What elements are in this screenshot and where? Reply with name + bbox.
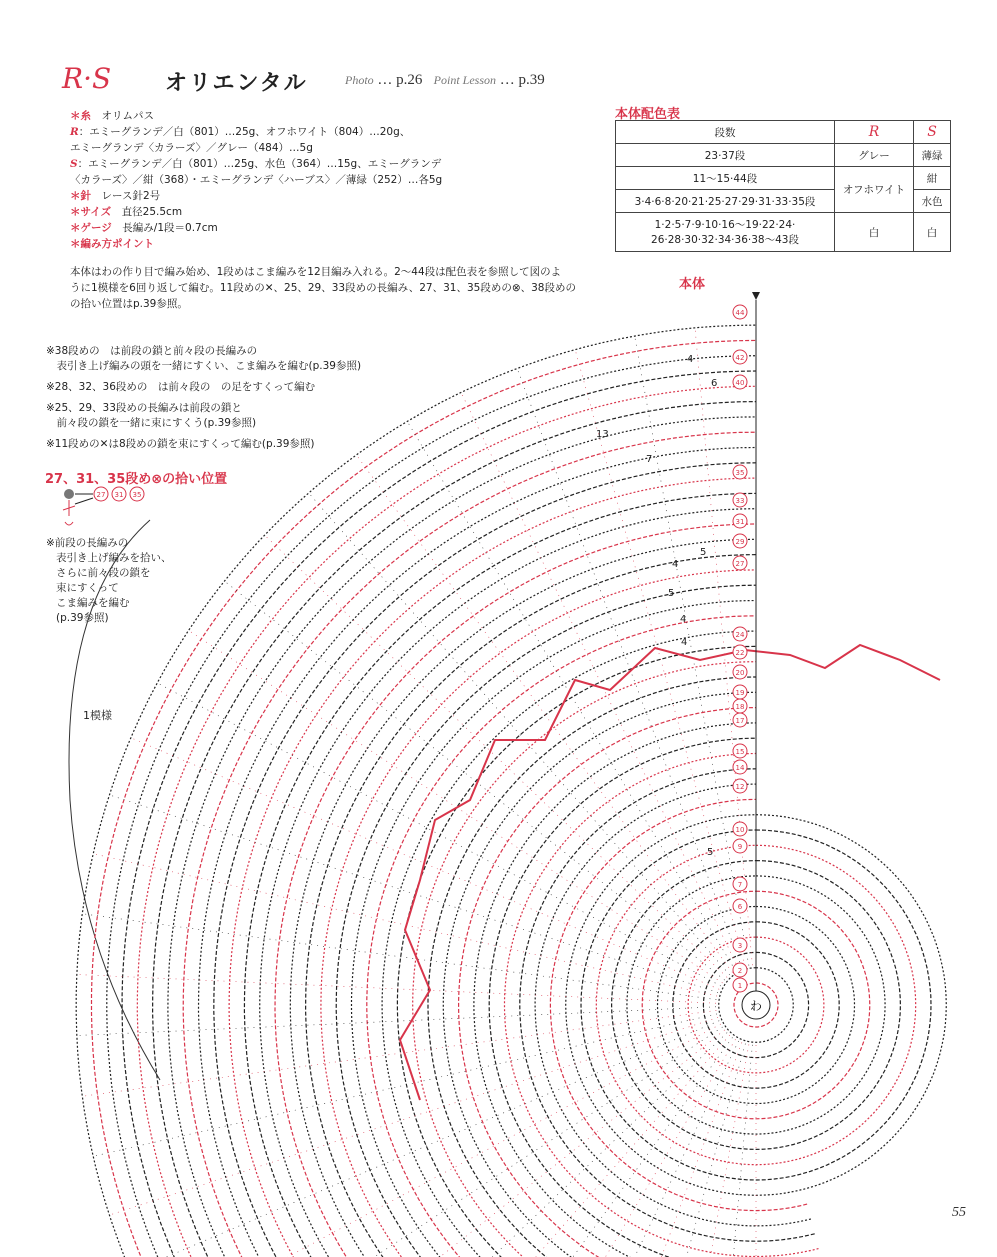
yarn-label: ＊糸 [70,110,91,122]
row-marker-label: 44 [735,309,745,317]
desc-line: 表引き上げ編みを拾い、 [56,552,172,564]
chart-rings [76,325,946,1257]
chart-spoke [157,1024,721,1257]
row-r-color: 白 [835,213,914,252]
chart-spoke [635,1044,749,1257]
stitch-count-label: 4 [680,614,687,625]
chart-zigzag [400,645,940,1100]
point-label: ＊編み方ポイント [70,238,154,250]
row-marker [733,556,747,570]
chart-markers [596,292,760,992]
row-s-color: 紺 [914,167,951,190]
row-27-label: 27 [96,491,106,499]
row-marker-label: 2 [737,967,743,975]
stitch-count-label: 5 [700,547,707,558]
row-marker-label: 22 [735,649,745,657]
row-marker [733,534,747,548]
hook-label: ＊針 [70,190,91,202]
color-table-title: 本体配色表 [615,107,681,122]
chart-spoke [82,914,716,1000]
s-label: S [70,158,78,170]
row-marker [733,627,747,641]
desc-line: (p.39参照) [56,612,109,624]
row-marker [733,779,747,793]
row-marker-label: 18 [735,703,745,711]
desc-line: こま編みを編む [56,597,130,609]
chart-spoke [265,535,728,977]
chart-spoke [461,1041,739,1257]
chart-row-ring [275,524,876,1257]
row-marker-label: 20 [735,669,745,677]
yarn-value: オリムパス [101,110,154,122]
chart-row-ring [474,723,826,1257]
row-marker-label: 9 [737,843,743,851]
diagram-title: 本体 [679,277,706,292]
row-r-color: グレー [835,144,914,167]
chart-spoke [461,392,739,969]
note-line: 前々段の鎖を一緒に束にすくう(p.39参照) [46,417,257,429]
row-marker [733,713,747,727]
chart-zigzag-line [400,645,940,1100]
chart-spoke [224,581,724,980]
row-marker-label: 15 [735,748,745,756]
note-line: 表引き上げ編みの頭を一緒にすくい、こま編みを編む(p.39参照) [46,360,362,372]
row-marker-label: 14 [735,764,745,772]
row-marker-label: 33 [735,497,745,505]
note-line: ※11段めの✕は8段めの鎖を束にすくって編む(p.39参照) [46,438,315,450]
chart-row-ring [76,325,925,1257]
chart-spoke [131,1021,720,1257]
chart-row-ring [352,601,857,1257]
row-range: 23·37段 [616,144,835,167]
repeat-bracket [69,520,160,1080]
chart-spoke [82,1010,716,1096]
point-line1: 本体はわの作り目で編み始め、1段めはこま編みを12目編み入れる。2～44段は配色表を参照して図のよ [70,266,562,278]
row-marker [733,665,747,679]
chart-row-ring [199,448,895,1257]
start-arrow-icon [752,292,760,300]
chart-row-ring [443,692,834,1257]
pattern-code: R·S [62,62,112,95]
s-line1: ：エミーグランデ／白（801）…25g、水色（364）…15g、エミーグランデ [77,158,442,170]
repeat-label: 1模様 [83,709,112,722]
stitch-count-label: 4 [687,354,694,365]
row-marker-label: 17 [735,717,745,725]
row-marker [733,839,747,853]
note-line: ※28、32、36段めの は前々段の の足をすくって編む [46,381,316,393]
r-line1: ：エミーグランデ／白（801）…25g、オフホワイト（804）…20g、 [78,126,411,138]
chart-row-ring [260,509,880,1257]
gauge-value: 長編み/1段＝0.7cm [122,222,218,234]
row-marker [733,645,747,659]
size-label: ＊サイズ [70,206,112,218]
lesson-label: Point Lesson [433,73,497,87]
row-marker [733,963,747,977]
row-marker [733,760,747,774]
note-line: ※38段めの は前段の鎖と前々段の長編みの [46,345,258,357]
row-marker-label: 42 [735,354,745,362]
row-31-label: 31 [114,491,124,499]
row-marker-label: 19 [735,689,745,697]
photo-page: p.26 [396,72,423,88]
desc-line: ※前段の長編みの [46,537,129,549]
desc-line: 束にすくって [56,582,119,594]
stitch-count-label: 5 [668,588,675,599]
size-value: 直径25.5cm [121,206,183,218]
chart-spoke [265,1033,728,1257]
r-line2: エミーグランデ〈カラーズ〉／グレー（484）…5g [70,142,313,154]
photo-label: Photo [345,73,374,87]
stitch-count-label: 5 [707,847,714,858]
row-marker [733,877,747,891]
row-marker [733,375,747,389]
row-s-color: 白 [914,213,951,252]
row-marker [733,822,747,836]
stitch-count-label: 7 [646,454,653,465]
chart-spoke [575,1044,745,1257]
row-marker [733,685,747,699]
chart-spoke [407,1039,735,1257]
row-marker [733,899,747,913]
chart-spoke [356,1037,732,1257]
stitch-count-label: 4 [672,559,679,570]
point-line3: の拾い位置はp.39参照。 [70,298,188,310]
chart-spoke [517,368,742,967]
row-marker [733,493,747,507]
point-line2: うに1模様を6回り返して編む。11段めの✕、25、29、33段めの長編み、27、31、35段めの⊗、38段めの [70,282,576,294]
stitch-count-label: 13 [596,429,609,440]
row-marker-label: 12 [735,783,745,791]
row-marker [733,978,747,992]
header-s: S [914,121,951,144]
row-marker-label: 40 [735,379,745,387]
stitch-count-label: 4 [681,637,688,648]
row-marker [733,938,747,952]
row-range: 3·4·6·8·20·21·25·27·29·31·33·35段 [616,190,835,213]
row-marker-label: 31 [735,518,745,526]
chart-row-ring [505,754,819,1257]
hook-value: レース針2号 [101,190,161,202]
row-marker-label: 35 [735,469,745,477]
chart-spoke [224,1030,724,1257]
row-marker-label: 27 [735,560,745,568]
row-range: 1·2·5·7·9·10·16～19·22·24· 26·28·30·32·34·36·38～43段 [616,213,835,252]
header-r: R [835,121,914,144]
chart-row-ring [137,386,910,1257]
page-title: オリエンタル [165,71,308,96]
chart-spoke [575,350,745,967]
row-35-label: 35 [132,491,142,499]
row-s-color: 水色 [914,190,951,213]
chart-row-ring [183,432,898,1257]
row-marker [733,744,747,758]
page-number: 55 [952,1205,966,1220]
chart-row-ring [92,340,922,1257]
chart-row-ring [413,662,842,1257]
lesson-page: p.39 [518,72,545,88]
row-s-color: 薄緑 [914,144,951,167]
row-range: 11～15·44段 [616,167,835,190]
chart-row-ring [214,463,891,1257]
page-reference: Photo … p.26 Point Lesson … p.39 [345,72,545,88]
header-rows: 段数 [616,121,835,144]
chart-spokes [77,325,756,1257]
chart-row-ring [306,555,868,1257]
chart-spoke [189,1027,723,1257]
row-marker-label: 7 [737,881,743,889]
row-marker-label: 3 [737,942,743,950]
row-marker [733,465,747,479]
chart-row-ring [168,417,902,1257]
row-marker [733,514,747,528]
row-marker-label: 29 [735,538,745,546]
chart-row-ring [229,478,887,1257]
gauge-label: ＊ゲージ [70,222,112,234]
row-r-color: オフホワイト [835,167,914,213]
chart-row-ring [382,631,849,1257]
row-marker [733,699,747,713]
s-line2: 〈カラーズ〉／紺（368）・エミーグランデ〈ハーブス〉／薄緑（252）…各5g [70,174,443,186]
chart-spoke [309,493,730,975]
stitch-count-label: 6 [711,378,718,389]
r-label: R [70,126,79,138]
chart-row-ring [107,356,918,1257]
center-label: わ [749,999,763,1013]
note-line: ※25、29、33段めの長編みは前段の鎖と [46,402,242,414]
chart-row-ring [290,539,872,1257]
chart-spoke [77,975,716,1004]
pickup-heading: 27、31、35段め⊗の拾い位置 [45,472,228,487]
row-marker [733,305,747,319]
chart-spoke [189,630,723,983]
desc-line: さらに前々段の鎖を [56,567,151,579]
chart-spoke [77,1007,716,1036]
row-marker-label: 6 [737,903,743,911]
row-marker-label: 24 [735,631,745,639]
row-marker-label: 1 [737,982,743,990]
chart-row-ring [321,570,864,1257]
row-marker-label: 10 [735,826,745,834]
chart-spoke [695,1045,752,1257]
row-marker [733,350,747,364]
chart-spoke [407,421,735,970]
